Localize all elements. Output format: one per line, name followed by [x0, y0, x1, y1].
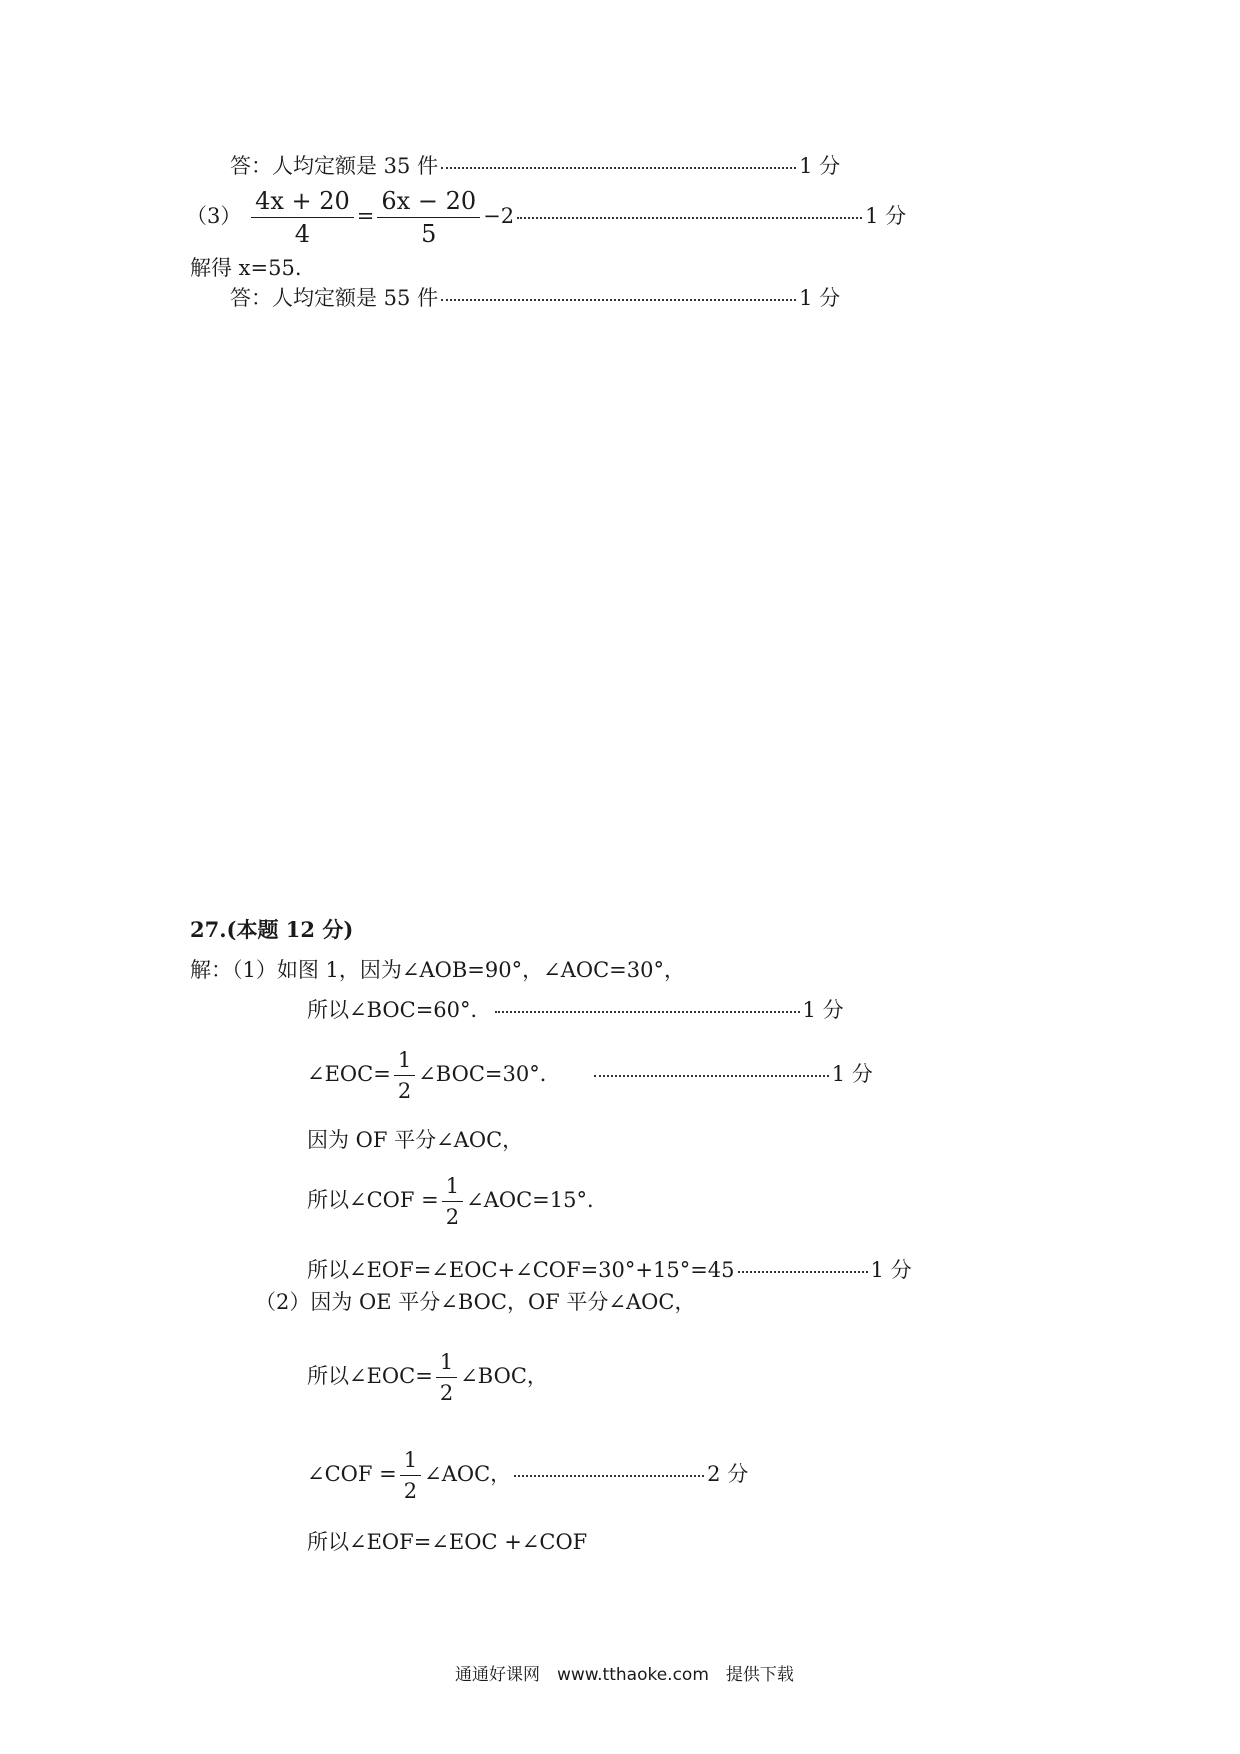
- fraction-half: $\frac{1}{2}$: [436, 1348, 457, 1407]
- q27-line-6: 所以∠EOF=∠EOC+∠COF=30°+15°=45 1 分: [307, 1258, 912, 1282]
- q27-line-10: 所以∠EOF=∠EOC +∠COF: [307, 1530, 588, 1554]
- q27-line-8: 所以∠EOC= $\frac{1}{2}$ ∠BOC，: [307, 1350, 548, 1405]
- leader-dots: [594, 1075, 829, 1077]
- answer-line-55: 答：人均定额是 55 件 1 分: [230, 286, 841, 310]
- leader-dots: [441, 299, 796, 301]
- answer-line-35: 答：人均定额是 35 件 1 分: [230, 154, 841, 178]
- fraction-half: $\frac{1}{2}$: [394, 1046, 415, 1105]
- leader-dots: [514, 1475, 704, 1477]
- leader-dots: [441, 167, 796, 169]
- q27-line-7: （2）因为 OE 平分∠BOC，OF 平分∠AOC，: [255, 1290, 696, 1314]
- fraction-left: $\frac{4x + 20}{4}$: [251, 186, 354, 249]
- solve-line: 解得 x=55.: [190, 256, 302, 280]
- fraction-half: $\frac{1}{2}$: [400, 1446, 421, 1505]
- q27-line-2: 所以∠BOC=60°． 1 分: [307, 998, 844, 1022]
- q27-line-5: 所以∠COF = $\frac{1}{2}$ ∠AOC=15°．: [307, 1174, 608, 1229]
- q27-line-4: 因为 OF 平分∠AOC，: [307, 1128, 524, 1152]
- fraction-half: $\frac{1}{2}$: [442, 1172, 463, 1231]
- leader-dots: [738, 1271, 868, 1273]
- page-footer: 通通好课网 www.tthaoke.com 提供下载: [455, 1665, 794, 1685]
- q27-line-3: ∠EOC= $\frac{1}{2}$ ∠BOC=30°． 1 分: [307, 1048, 873, 1103]
- leader-dots: [495, 1011, 800, 1013]
- q27-heading: 27.(本题 12 分): [190, 917, 354, 942]
- fraction-right: $\frac{6x - 20}{5}$: [377, 186, 480, 249]
- q27-line-9: ∠COF = $\frac{1}{2}$ ∠AOC， 2 分: [307, 1448, 749, 1503]
- leader-dots: [517, 217, 862, 219]
- equation-3: （3） $\frac{4x + 20}{4}$ = $\frac{6x - 20}{5}$ −2 1 分: [186, 187, 907, 248]
- q27-line-1: 解：（1）如图 1，因为∠AOB=90°，∠AOC=30°，: [190, 958, 685, 982]
